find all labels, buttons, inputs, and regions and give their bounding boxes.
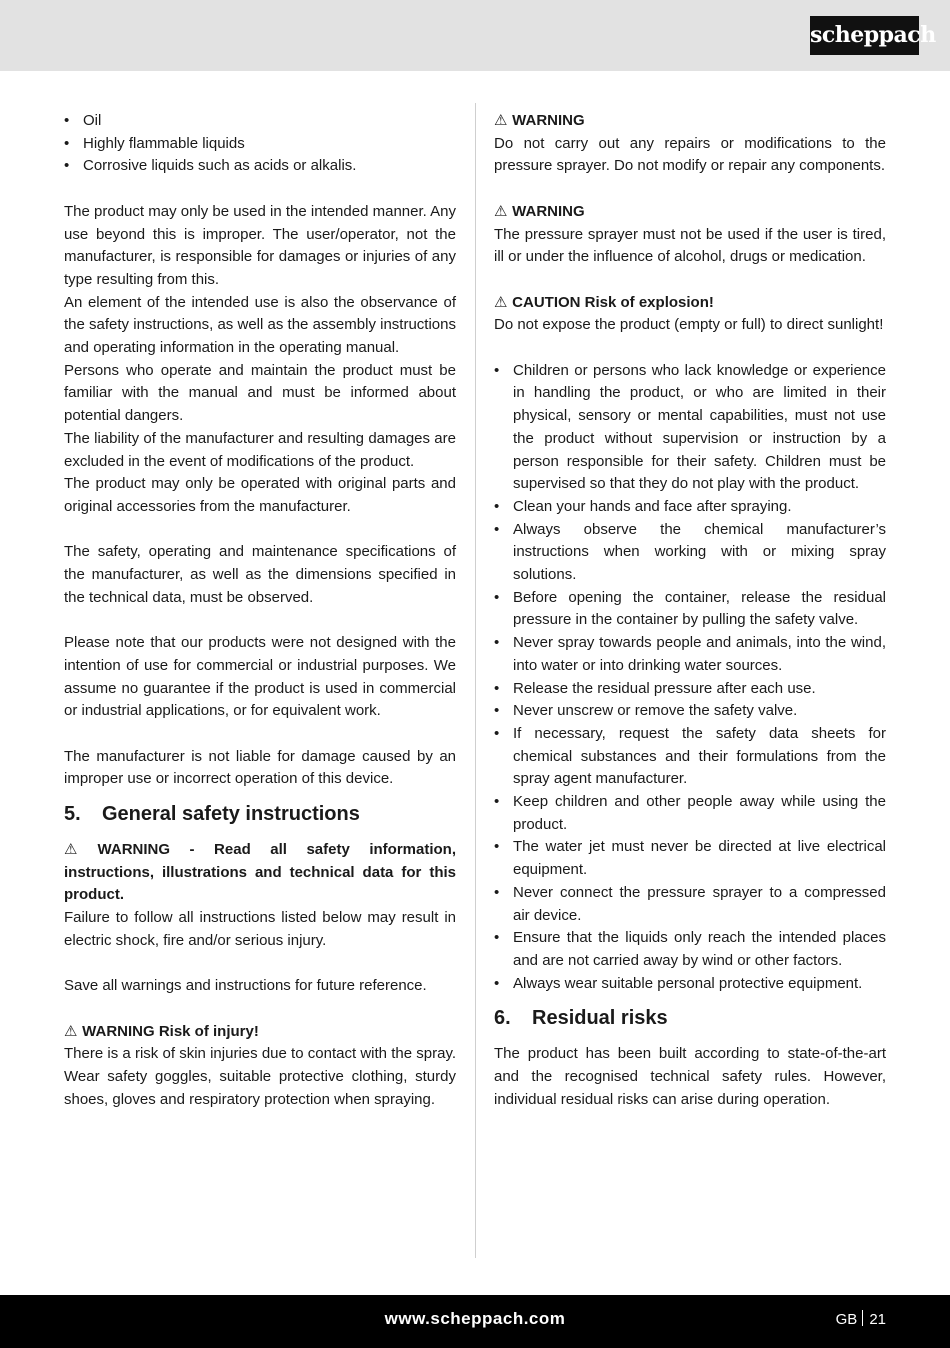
paragraph: The product may only be used in the intended manner. Any use beyond this is improper. The user/operator, not the manufacturer, is responsible for damages or injuries of any type resulting from this.: [64, 202, 456, 288]
paragraph: Please note that our products were not designed with the intention of use for commercial or industrial purposes. We assume no guarantee if the product is used in commercial or industrial applications, or for equivalent work.: [64, 634, 456, 720]
section-title: General safety instructions: [102, 803, 360, 826]
list-item: • Before opening the container, release the residual pressure in the container by pulling the safety valve.: [494, 587, 886, 632]
warning-icon: ⚠: [64, 1022, 78, 1040]
list-item: • If necessary, request the safety data sheets for chemical substances and their formulations from the spray agent manufacturer.: [494, 723, 886, 791]
paragraph: The product has been built according to state-of-the-art and the recognised technical safety rules. However, individual residual risks can arise during operation.: [494, 1045, 886, 1108]
paragraph: Do not expose the product (empty or full) to direct sunlight!: [494, 316, 884, 334]
list-item: • The water jet must never be directed at live electrical equipment.: [494, 836, 886, 881]
paragraph: Failure to follow all instructions listed below may result in electric shock, fire and/or serious injury.: [64, 909, 456, 949]
column-divider: [475, 103, 476, 1258]
list-item: • Never unscrew or remove the safety valve.: [494, 700, 886, 723]
list-item: • Never connect the pressure sprayer to a compressed air device.: [494, 882, 886, 927]
caution-heading: [494, 292, 886, 315]
paragraph: There is a risk of skin injuries due to contact with the spray. Wear safety goggles, suitable protective clothing, sturdy shoes, gloves and respiratory protection when spraying.: [64, 1045, 456, 1108]
warning-icon: ⚠: [494, 202, 508, 220]
paragraph: The manufacturer is not liable for damage caused by an improper use or incorrect operation of this device.: [64, 747, 456, 788]
list-item: • Ensure that the liquids only reach the intended places and are not carried away by wind or other factors.: [494, 927, 886, 972]
list-item: • Always observe the chemical manufacturer’s instructions when working with or mixing spray solutions.: [494, 519, 886, 587]
section-heading: [494, 1005, 886, 1031]
excluded-substances-list: [64, 110, 456, 178]
paragraph: The liability of the manufacturer and resulting damages are excluded in the event of modifications of the product.: [64, 429, 456, 470]
page-footer: [0, 1295, 950, 1348]
page-number: 21: [869, 1311, 886, 1328]
list-item: • Children or persons who lack knowledge or experience in handling the product, or who are limited in their physical, sensory or mental capabilities, must not use the product without supervision or instruction by a person responsible for their safety. Children must be supervised so that they do not play with the product.: [494, 360, 886, 496]
language-code: GB: [835, 1311, 858, 1328]
warning-heading: [64, 839, 456, 907]
list-item: • Oil: [64, 110, 456, 133]
warning-icon: ⚠: [494, 112, 508, 129]
section-title: Residual risks: [532, 1007, 668, 1030]
list-item: • Highly flammable liquids: [64, 133, 456, 156]
section-heading: [64, 801, 456, 827]
warning-icon: ⚠: [64, 841, 78, 859]
paragraph: Save all warnings and instructions for future reference.: [64, 977, 427, 995]
list-item: • Corrosive liquids such as acids or alkalis.: [64, 155, 456, 178]
paragraph: The pressure sprayer must not be used if the user is tired, ill or under the influence of alcohol, drugs or medication.: [494, 225, 886, 266]
warning-text: WARNING Risk of injury!: [82, 1022, 259, 1040]
section-number: 6.: [494, 1007, 511, 1030]
separator: [862, 1310, 863, 1326]
paragraph: An element of the intended use is also the observance of the safety instructions, as well as the assembly instructions and operating information in the operating manual.: [64, 293, 456, 357]
warning-heading: [494, 201, 886, 224]
warning-text: WARNING - Read all safety information, instructions, illustrations and technical data for this product.: [64, 841, 456, 904]
paragraph: The product may only be operated with original parts and original accessories from the manufacturer.: [64, 475, 456, 515]
left-column: [64, 110, 456, 1111]
list-item: • Keep children and other people away while using the product.: [494, 791, 886, 836]
list-item: • Never spray towards people and animals, into the wind, into water or into drinking water sources.: [494, 632, 886, 677]
warning-text: WARNING: [512, 112, 585, 129]
list-item: • Clean your hands and face after spraying.: [494, 496, 886, 519]
paragraph: The safety, operating and maintenance specifications of the manufacturer, as well as the dimensions specified in the technical data, must be observed.: [64, 543, 456, 606]
warning-heading: [494, 110, 886, 133]
website-link[interactable]: www.scheppach.com: [384, 1309, 566, 1328]
warning-icon: ⚠: [494, 293, 508, 311]
warning-text: CAUTION Risk of explosion!: [512, 293, 714, 311]
warning-heading: [64, 1021, 456, 1044]
paragraph: Do not carry out any repairs or modifications to the pressure sprayer. Do not modify or repair any components.: [494, 134, 886, 175]
page-header: [0, 0, 950, 71]
safety-instructions-list: [494, 360, 886, 996]
warning-text: WARNING: [512, 202, 585, 220]
page-indicator: [836, 1310, 886, 1328]
brand-logo: scheppach: [810, 16, 919, 55]
list-item: • Release the residual pressure after each use.: [494, 678, 886, 701]
paragraph: Persons who operate and maintain the product must be familiar with the manual and must be informed about potential dangers.: [64, 361, 456, 425]
list-item: • Always wear suitable personal protective equipment.: [494, 973, 886, 996]
section-number: 5.: [64, 803, 81, 826]
right-column: [494, 110, 886, 1111]
